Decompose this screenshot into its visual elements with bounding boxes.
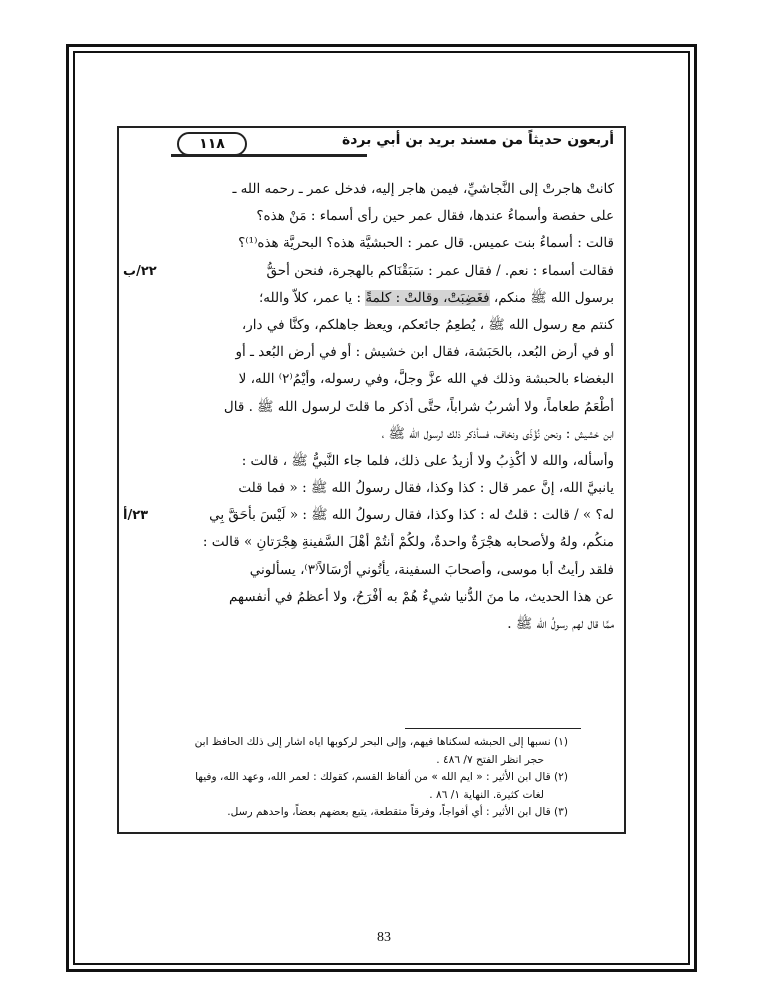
text-line xyxy=(119,339,624,366)
text-line xyxy=(119,421,624,448)
text-line xyxy=(119,176,624,203)
scanned-page xyxy=(117,126,626,834)
body-text xyxy=(119,176,624,638)
header-rule xyxy=(171,154,367,157)
text-line xyxy=(119,394,624,421)
line-text: وأسأله، والله لا أكْذِبُ ولا أزيدُ على ذلك، فلما جاء النَّبيُّ ﷺ ، قالت : xyxy=(241,452,614,469)
line-text: : يا عمر، كلاّ والله؛ xyxy=(258,289,366,306)
text-line xyxy=(119,502,624,529)
footnote: (٣) قال ابن الأثير : أي أفواجاً، وفرقاً متقطعة، يتبع بعضهم بعضاً، واحدهم رسل. xyxy=(227,806,568,818)
line-text: قالت : أسماءُ بنت عميس. قال عمر : الحبشيَّة هذه؟ البحريَّة هذه⁽¹⁾؟ xyxy=(238,235,614,252)
page-number: 83 xyxy=(377,930,391,945)
line-text: أطْعَمُ طعاماً، ولا أشربُ شراباً، حتَّى أذكر ما قلتَ لرسول الله ﷺ . قال xyxy=(223,398,614,415)
footnote: (١) نسبها إلى الحبشه لسكناها فيهم، وإلى البحر لركوبها اياه اشار إلى ذلك الحافظ ابن xyxy=(194,736,568,748)
line-text: ابن خشيش : ونحن نُؤْذَى ونخاف، فسأذكر ذلك لرسول الله ﷺ ، xyxy=(381,425,614,442)
line-text: كانتْ هاجرتْ إلى النَّجاشيِّ، فيمن هاجر إليه، فدخل عمر ـ رحمه الله ـ xyxy=(232,181,614,197)
text-line xyxy=(119,475,624,502)
line-text: برسول الله ﷺ منكم، xyxy=(489,289,614,306)
text-line xyxy=(119,312,624,339)
text-line xyxy=(119,258,624,285)
page-header xyxy=(119,128,624,160)
highlighted-phrase: فغَضِبَتْ، وقالتْ : كلمةً xyxy=(365,289,490,306)
text-line xyxy=(119,611,624,638)
line-text: أو في أرض البُعد، بالحَبَشة، فقال ابن خشيش : أو في أرض البُعد ـ أو xyxy=(235,344,614,361)
footnote: حجر انظر الفتح ٧/ ٤٨٦ . xyxy=(436,753,544,766)
text-line xyxy=(119,230,624,257)
line-text: كنتم مع رسول الله ﷺ ، يُطعِمُ جائعكم، ويعظ جاهلكم، وكنَّا في دار، xyxy=(241,316,614,333)
text-line xyxy=(119,366,624,393)
line-text: على حفصة وأسماءُ عندها، فقال عمر حين رأى أسماء : مَنْ هذه؟ xyxy=(256,208,614,225)
running-title: أربعون حديثاً من مسند بريد بن أبي بردة xyxy=(341,132,614,148)
footnotes xyxy=(119,734,624,822)
folio-margin-note: ٢٢/ب xyxy=(123,263,157,279)
line-text: فقالت أسماء : نعم. / فقال عمر : سَبَقْنَاكم بالهجرة، فنحن أحقُّ xyxy=(266,262,614,279)
line-text: ممَّا قال لهم رسولُ الله ﷺ . xyxy=(507,616,614,632)
line-text: عن هذا الحديث، ما منَ الدُّنيا شيءٌ هُمْ به أفْرَحُ، ولا أعظمُ في أنفسهم xyxy=(229,588,614,605)
text-line xyxy=(119,529,624,556)
text-line xyxy=(119,285,624,312)
footnote-separator xyxy=(405,728,581,729)
text-line xyxy=(119,448,624,475)
line-text: منكُم، ولهُ ولأصحابه هجْرَةٌ واحدةٌ، ولكُمْ أنتُمْ أهْلَ السَّفينةِ هِجْرَتانِ » قالت : xyxy=(202,534,614,551)
page-badge: ١١٨ xyxy=(177,132,247,156)
footnote: لغات كثيرة. النهاية ١/ ٨٦ . xyxy=(429,788,544,801)
text-line xyxy=(119,584,624,611)
folio-margin-note: ٢٣/أ xyxy=(123,508,149,524)
line-text: فلقد رأيتُ أبا موسى، وأصحابَ السفينة، يأتُوني أرْسَالاً⁽٣⁾، يسألوني xyxy=(249,561,614,578)
text-line xyxy=(119,203,624,230)
line-text: يانبيَّ الله، إنَّ عمر قال : كذا وكذا، فقال رسولُ الله ﷺ : « فما قلت xyxy=(238,480,614,497)
footnote: (٢) قال ابن الأثير : « ايم الله » من ألفاظ القسم، كقولك : لعمر الله، وعهد الله، وفيها xyxy=(195,771,568,783)
line-text: البغضاء بالحبشة وذلك في الله عزَّ وجلَّ، وفي رسوله، وأيْمُ⁽٢⁾ الله، لا xyxy=(238,371,614,388)
text-line xyxy=(119,557,624,584)
line-text: له؟ » / قالت : قلتُ له : كذا وكذا، فقال رسولُ الله ﷺ : « لَيْسَ بأحَقَّ بِي xyxy=(209,507,614,524)
